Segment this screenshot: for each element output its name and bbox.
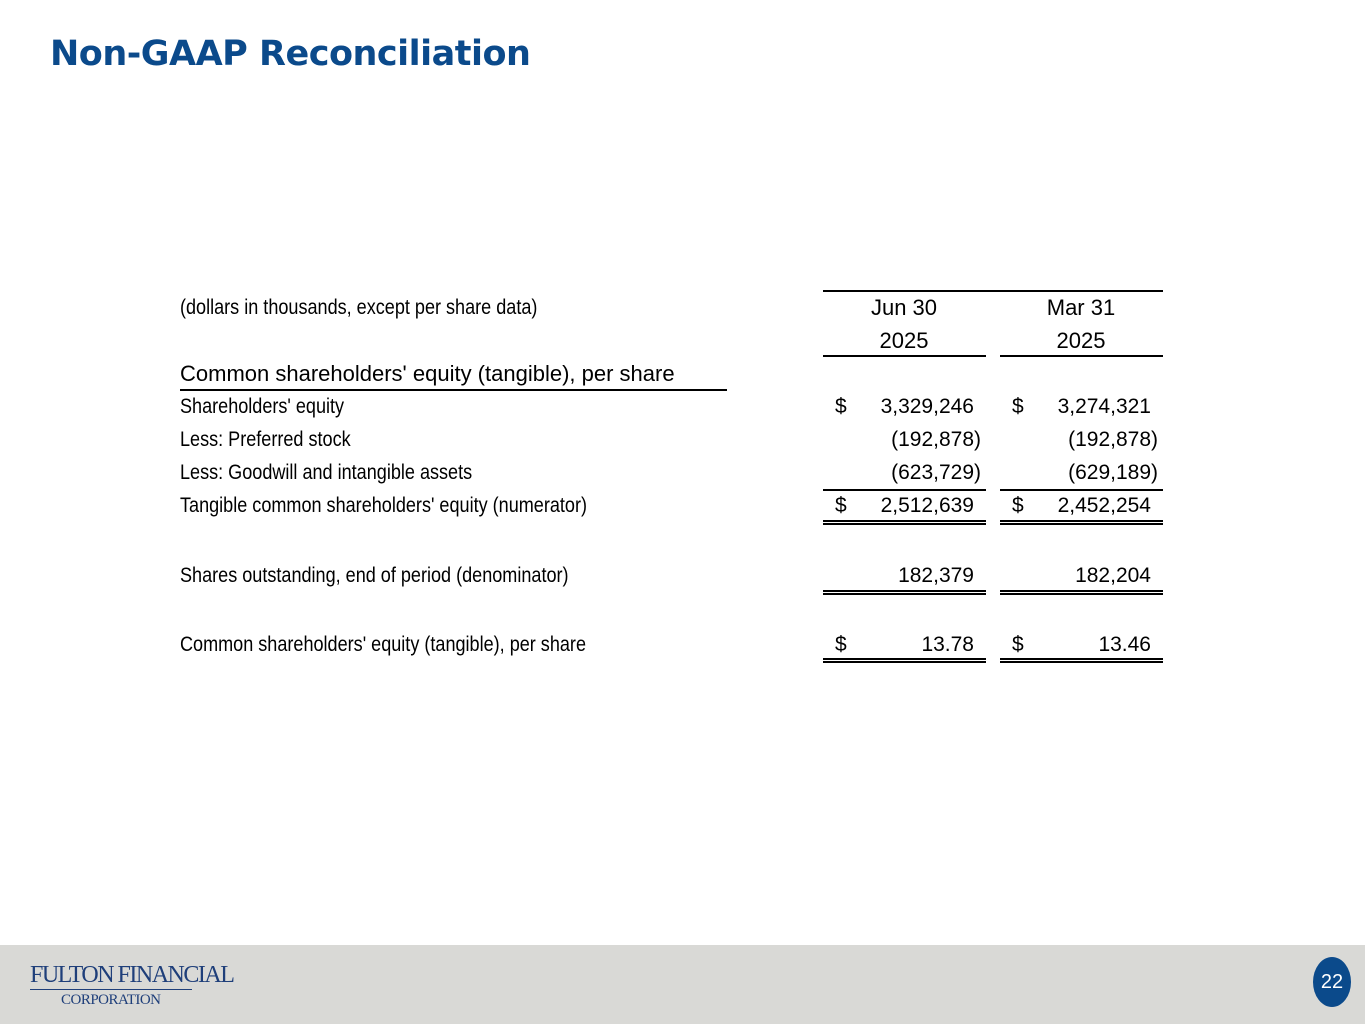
header-bottom-rule <box>823 355 986 357</box>
table-cell: (192,878) <box>1068 428 1158 451</box>
logo-wordmark: FULTON FINANCIAL <box>30 962 234 988</box>
row-label: Tangible common shareholders' equity (numerator) <box>180 494 587 517</box>
row-label: Less: Goodwill and intangible assets <box>180 461 473 484</box>
total-double-rule <box>823 658 986 663</box>
total-double-rule <box>823 520 986 525</box>
total-double-rule <box>1000 658 1163 663</box>
table-cell: (192,878) <box>891 428 981 451</box>
row-label: Shareholders' equity <box>180 395 345 418</box>
header-top-rule <box>823 290 1163 292</box>
column-header-year: 2025 <box>1056 328 1106 353</box>
currency-symbol: $ <box>835 494 847 517</box>
logo-subtitle: CORPORATION <box>61 992 161 1008</box>
row-label: Less: Preferred stock <box>180 428 351 451</box>
currency-symbol: $ <box>1012 395 1024 418</box>
total-double-rule <box>823 590 986 595</box>
total-double-rule <box>1000 520 1163 525</box>
table-cell: 182,379 <box>898 564 974 587</box>
page-title: Non-GAAP Reconciliation <box>50 34 531 74</box>
table-cell: 3,329,246 <box>880 395 974 418</box>
table-cell: 2,452,254 <box>1057 494 1151 517</box>
subtotal-rule <box>1000 489 1163 491</box>
page-number-badge: 22 <box>1313 957 1351 1007</box>
table-cell: 2,512,639 <box>880 494 974 517</box>
table-caption: (dollars in thousands, except per share data) <box>180 296 538 319</box>
table-cell: (629,189) <box>1068 461 1158 484</box>
section-heading-underline <box>180 389 727 391</box>
table-cell: 13.78 <box>921 633 974 656</box>
currency-symbol: $ <box>835 395 847 418</box>
currency-symbol: $ <box>1012 494 1024 517</box>
footer-bar <box>0 945 1365 1024</box>
column-header-month: Jun 30 <box>870 295 938 320</box>
header-bottom-rule <box>1000 355 1163 357</box>
total-double-rule <box>1000 590 1163 595</box>
column-header-month: Mar 31 <box>1046 295 1116 320</box>
currency-symbol: $ <box>835 633 847 656</box>
row-label: Common shareholders' equity (tangible), per share <box>180 633 587 656</box>
company-logo <box>30 962 234 1012</box>
table-cell: 13.46 <box>1098 633 1151 656</box>
table-cell: (623,729) <box>891 461 981 484</box>
table-cell: 3,274,321 <box>1057 395 1151 418</box>
logo-divider <box>30 989 192 990</box>
row-label: Shares outstanding, end of period (denominator) <box>180 564 569 587</box>
section-heading: Common shareholders' equity (tangible), per share <box>180 361 675 386</box>
currency-symbol: $ <box>1012 633 1024 656</box>
column-header-year: 2025 <box>879 328 929 353</box>
subtotal-rule <box>823 489 986 491</box>
table-cell: 182,204 <box>1075 564 1151 587</box>
